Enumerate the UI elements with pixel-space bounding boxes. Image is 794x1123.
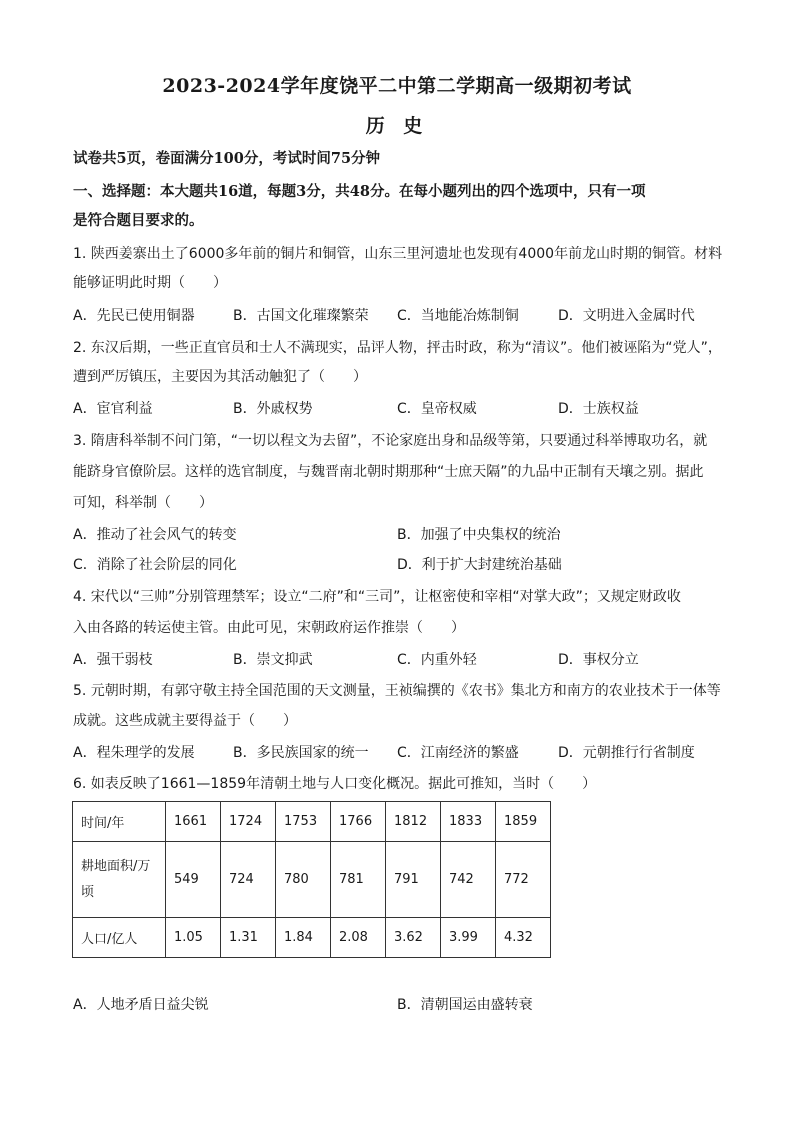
option-2c: C．皇帝权威 <box>397 401 477 417</box>
table-cell: 772 <box>496 842 551 918</box>
option-1c: C．当地能冶炼制铜 <box>397 308 519 324</box>
question-2-line-2: 遭到严厉镇压，主要因为其活动触犯了（ ） <box>73 369 367 385</box>
question-4-line-2: 入由各路的转运使主管。由此可见，宋朝政府运作推崇（ ） <box>73 620 465 636</box>
question-3-line-1: 3. 隋唐科举制不问门第，“一切以程文为去留”，不论家庭出身和品级等第，只要通过科举博取功名，就 <box>73 433 708 449</box>
table-cell: 4.32 <box>496 918 551 958</box>
table-cell: 2.08 <box>331 918 386 958</box>
table-row-header: 人口/亿人 <box>73 918 166 958</box>
question-3-line-2: 能跻身官僚阶层。这样的选官制度，与魏晋南北朝时期那种“士庶天隔”的九品中正制有天壤之别。据此 <box>73 464 704 480</box>
table-cell: 1812 <box>386 802 441 842</box>
table-cell: 1.05 <box>166 918 221 958</box>
option-4d: D．事权分立 <box>558 652 639 668</box>
question-5-line-1: 5. 元朝时期，有郭守敬主持全国范围的天文测量，王祯编撰的《农书》集北方和南方的农业技术于一体等 <box>73 683 721 699</box>
table-cell: 549 <box>166 842 221 918</box>
table-cell: 791 <box>386 842 441 918</box>
data-table <box>72 801 551 958</box>
option-5b: B．多民族国家的统一 <box>233 745 369 761</box>
option-3d: D．利于扩大封建统治基础 <box>397 557 562 573</box>
table-cell: 3.62 <box>386 918 441 958</box>
table-row <box>73 918 551 958</box>
question-3-line-3: 可知，科举制（ ） <box>73 495 213 511</box>
table-row <box>73 842 551 918</box>
option-3c: C．消除了社会阶层的同化 <box>73 557 237 573</box>
table-cell: 3.99 <box>441 918 496 958</box>
option-1b: B．古国文化璀璨繁荣 <box>233 308 369 324</box>
option-1d: D．文明进入金属时代 <box>558 308 695 324</box>
table-cell: 1.84 <box>276 918 331 958</box>
table-cell: 1766 <box>331 802 386 842</box>
option-2d: D．士族权益 <box>558 401 639 417</box>
table-cell: 724 <box>221 842 276 918</box>
question-6-line-1: 6. 如表反映了1661—1859年清朝土地与人口变化概况。据此可推知，当时（ ） <box>73 776 597 792</box>
table-cell: 1859 <box>496 802 551 842</box>
option-1a: A．先民已使用铜器 <box>73 308 195 324</box>
option-3b: B．加强了中央集权的统治 <box>397 527 561 543</box>
subject-title: 历 史 <box>365 115 429 137</box>
option-4b: B．崇文抑武 <box>233 652 313 668</box>
option-3a: A．推动了社会风气的转变 <box>73 527 237 543</box>
question-4-line-1: 4. 宋代以“三帅”分别管理禁军；设立“二府”和“三司”，让枢密使和宰相“对掌大政”；又规定财政收 <box>73 589 681 605</box>
table-cell: 742 <box>441 842 496 918</box>
option-4c: C．内重外轻 <box>397 652 477 668</box>
section-heading-cont: 是符合题目要求的。 <box>73 212 204 229</box>
option-6a: A．人地矛盾日益尖锐 <box>73 997 209 1013</box>
section-heading: 一、选择题：本大题共16道，每题3分，共48分。在每小题列出的四个选项中，只有一项 <box>73 183 646 200</box>
exam-title: 2023-2024学年度饶平二中第二学期高一级期初考试 <box>162 75 632 97</box>
question-1-line-2: 能够证明此时期（ ） <box>73 275 227 291</box>
table-cell: 1661 <box>166 802 221 842</box>
option-6b: B．清朝国运由盛转衰 <box>397 997 533 1013</box>
question-1-line-1: 1. 陕西姜寨出土了6000多年前的铜片和铜管，山东三里河遗址也发现有4000年前龙山时期的铜管。材料 <box>73 246 723 262</box>
table-row <box>73 802 551 842</box>
table-cell: 780 <box>276 842 331 918</box>
table-cell: 781 <box>331 842 386 918</box>
option-2a: A．宦官利益 <box>73 401 153 417</box>
question-2-line-1: 2. 东汉后期，一些正直官员和士人不满现实，品评人物，抨击时政，称为“清议”。他们被诬陷为“党人”， <box>73 340 722 356</box>
option-5a: A．程朱理学的发展 <box>73 745 195 761</box>
question-5-line-2: 成就。这些成就主要得益于（ ） <box>73 713 297 729</box>
table-cell: 1753 <box>276 802 331 842</box>
table-cell: 1724 <box>221 802 276 842</box>
table-cell: 1833 <box>441 802 496 842</box>
table-row-header: 耕地面积/万顷 <box>73 842 166 918</box>
option-4a: A．强干弱枝 <box>73 652 153 668</box>
instructions: 试卷共5页，卷面满分100分，考试时间75分钟 <box>73 150 381 167</box>
option-2b: B．外戚权势 <box>233 401 313 417</box>
table-cell: 1.31 <box>221 918 276 958</box>
option-5c: C．江南经济的繁盛 <box>397 745 519 761</box>
option-5d: D．元朝推行行省制度 <box>558 745 695 761</box>
table-row-header: 时间/年 <box>73 802 166 842</box>
